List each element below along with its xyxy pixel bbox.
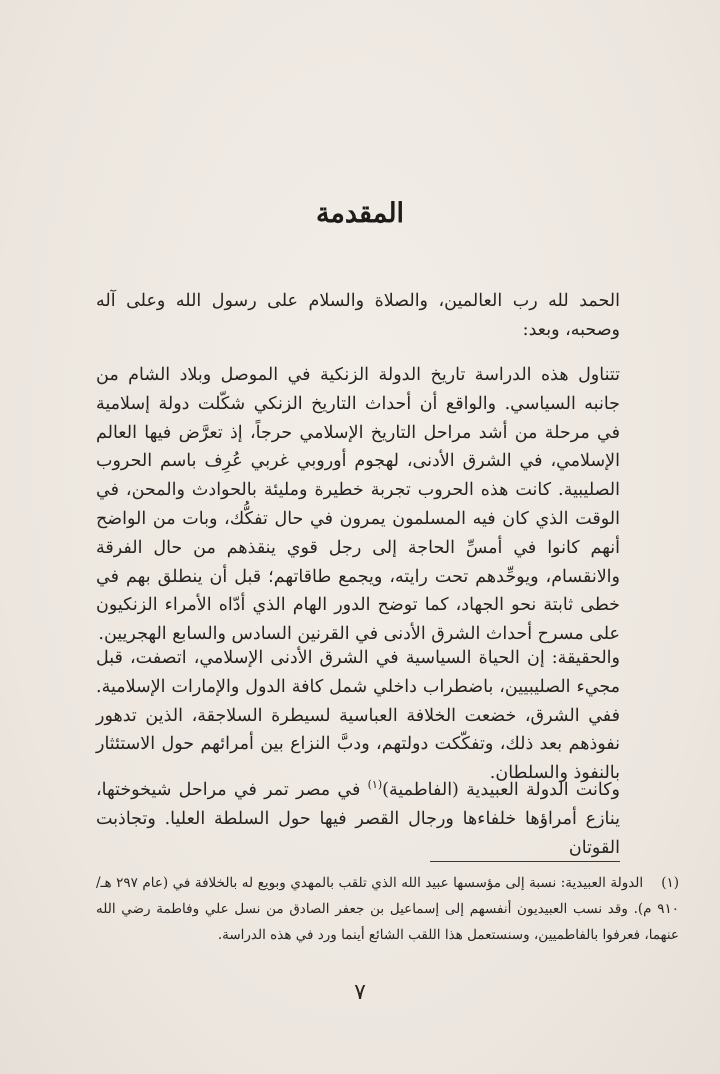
page-title: المقدمة — [315, 198, 405, 229]
footnote-divider — [430, 861, 620, 862]
footnote-mark: (١) — [661, 875, 680, 891]
paragraph-political-situation: والحقيقة: إن الحياة السياسية في الشرق الأدنى الإسلامي، اتصفت، قبل مجيء الصليبيين، باضطراب داخلي شمل كافة الدول والإمارات الإسلامية. ففي الشرق، خضعت الخلافة العباسية لسيطرة السلاجقة، الذين تدهور نفوذهم بعد ذلك، وتفكّكت دولتهم، ودبَّ النزاع بين أمرائهم حول الاستئثار بالنفوذ والسلطان. — [96, 648, 620, 784]
paragraph-introduction: تتناول هذه الدراسة تاريخ الدولة الزنكية في الموصل وبلاد الشام من جانبه السياسي. والواقع أن أحداث التاريخ الزنكي شكّلت دولة إسلامية في مرحلة من أشد مراحل التاريخ الإسلامي حرجاً، إذ تعرَّض فيها العالم الإسلامي، في الشرق الأدنى، لهجوم أوروبي غربي عُرِف باسم الحروب الصليبية. كانت هذه الحروب تجربة خطيرة ومليئة بالحوادث والمحن، في الوقت الذي كان فيه المسلمون يمرون في حال تفكُّك، وبات من الواضح أنهم كانوا في أمسِّ الحاجة إلى رجل قوي ينقذهم من حال الفرقة والانقسام، ويوحِّدهم تحت رايته، ويجمع طاقاتهم؛ قبل أن ينطلق بهم في خطى ثابتة نحو الجهاد، كما توضح الدور الهام الذي أدّاه الأمراء الزنكيون على مسرح أحداث الشرق الأدنى في القرنين السادس والسابع الهجريين. — [96, 365, 620, 645]
paragraph-fatimid-state — [96, 776, 620, 862]
footnote — [96, 870, 679, 948]
footnote-text: الدولة العبيدية: نسبة إلى مؤسسها عبيد الله الذي تلقب بالمهدي وبويع له بالخلافة في (عام ٢٩٧ هـ/ ٩١٠ م). وقد نسب العبيديون أنفسهم إلى إسماعيل بن جعفر الصادق من نسل علي وفاطمة رضي الله عنهما، فعرفوا بالفاطميين، وسنستعمل هذا اللقب الشائع أينما ورد في هذه الدراسة. — [96, 875, 679, 943]
paragraph-lead: وكانت الدولة العبيدية (الفاطمية) — [382, 780, 620, 800]
footnote-reference[interactable]: (١) — [367, 778, 383, 792]
page-number: ٧ — [354, 980, 366, 1005]
paragraph-continuation: في مصر تمر في مراحل شيخوختها، ينازع أمراؤها خلفاءها ورجال القصر فيها حول السلطة العليا. وتجاذبت القوتان — [96, 780, 620, 858]
paragraph-opening: الحمد لله رب العالمين، والصلاة والسلام على رسول الله وعلى آله وصحبه، وبعد: — [96, 291, 620, 340]
